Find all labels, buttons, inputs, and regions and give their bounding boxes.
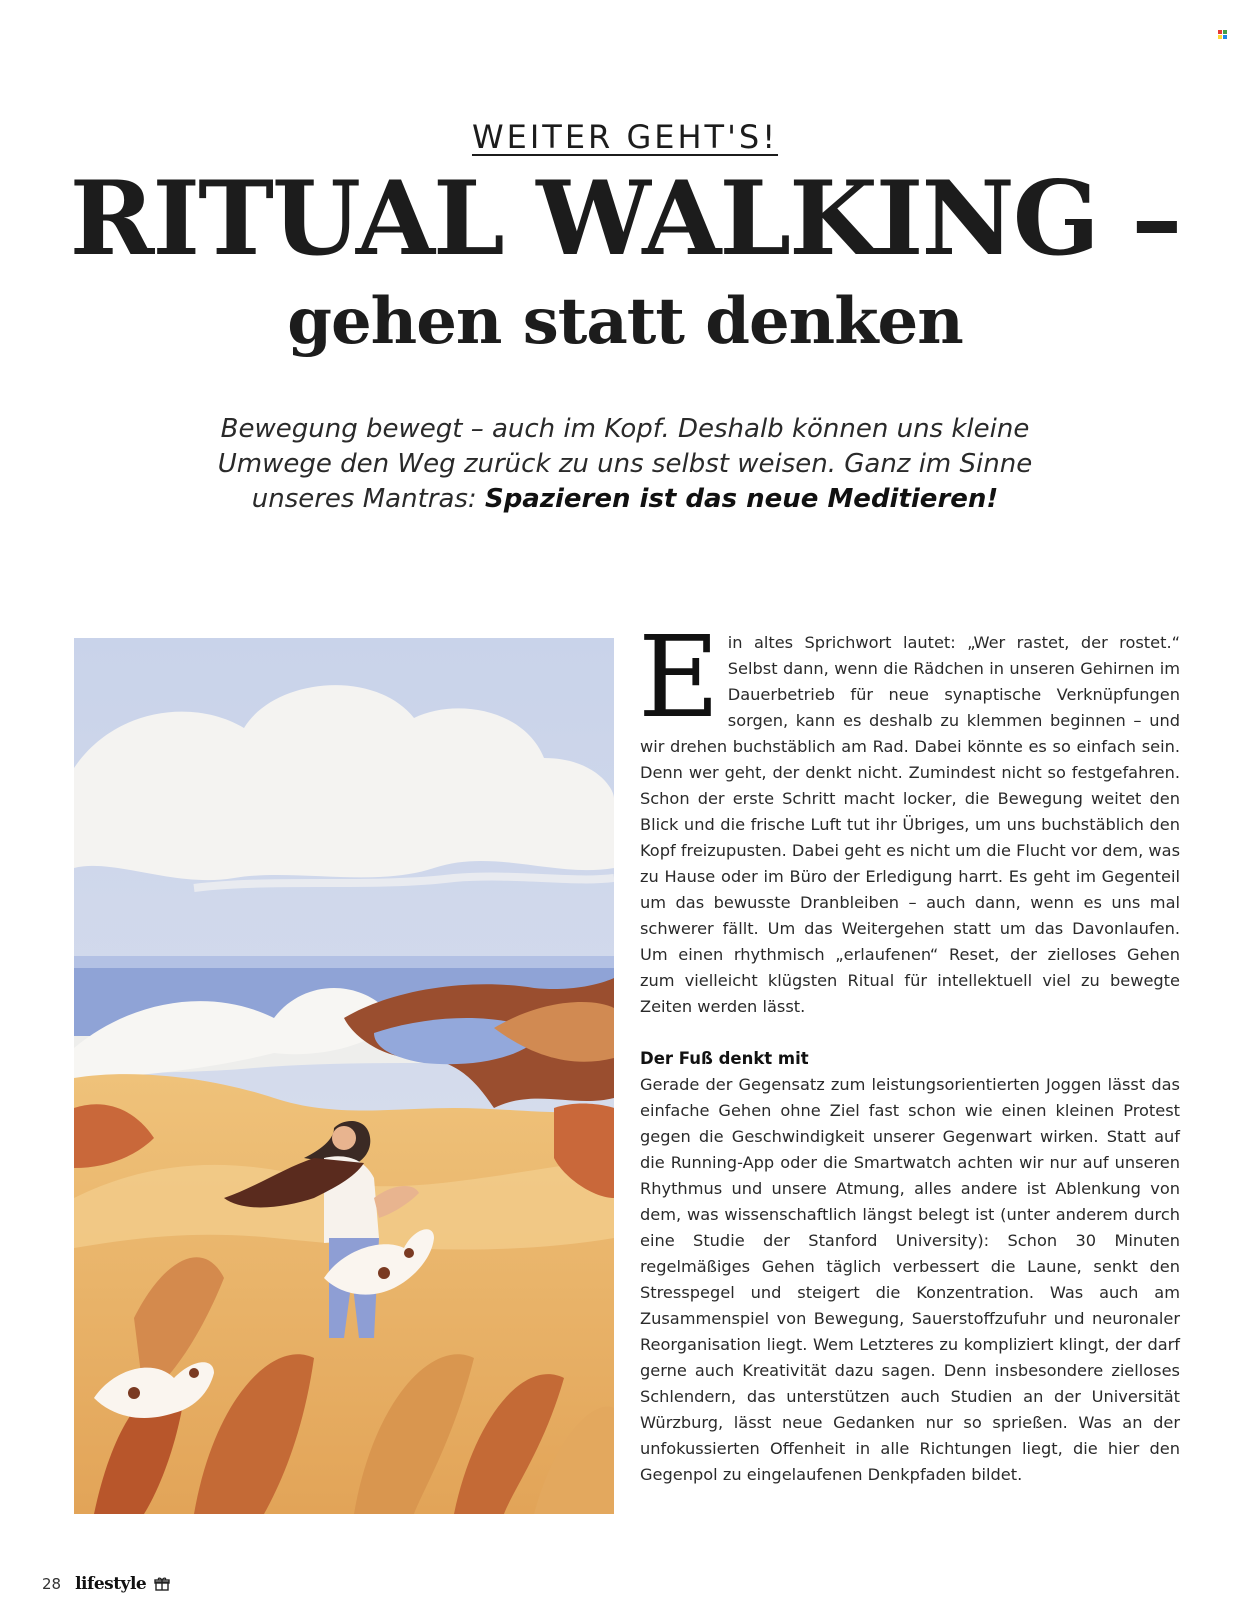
intro-emphasis: Spazieren ist das neue Meditieren!: [484, 484, 999, 514]
article-body: [638, 613, 1181, 1488]
page-number: 28: [42, 1575, 62, 1593]
subheadline: gehen statt denken: [287, 284, 963, 359]
kicker-text: WEITER GEHT'S!: [471, 118, 779, 156]
printer-color-mark: [1218, 30, 1227, 39]
article-paragraph-2: Gerade der Gegensatz zum leistungsorientierten Joggen lässt das einfache Gehen ohne Ziel fast schon wie einen kleinen Protest gegen die Geschwindigkeit unserer Gegenwart wirken. Statt auf die Running-App oder die Smartwatch achten wir nur auf unseren Rhythmus und unsere Atmung, alles andere ist Ablenkung von dem, was wissenschaftlich längst belegt ist (unter anderem durch eine Studie der Stanford University): Schon 30 Minuten regelmäßiges Gehen täglich verbessert die Laune, senkt den Stresspegel und steigert die Konzentration. Was auch am Zusammenspiel von Bewegung, Sauerstoffzufuhr und neuronaler Reorganisation liegt. Wem Letzteres zu kompliziert klingt, der darf gerne auch Kreativität dazu sagen. Denn insbesondere zielloses Schlendern, das unterstützen auch Studien an der Universität Würzburg, lässt neue Gedanken nur so sprießen. Was an der unfokussierten Offenheit in alle Richtungen liegt, die hier den Gegenpol zu eingelaufenen Denkpfaden bildet.: [640, 1075, 1180, 1484]
gift-icon: [154, 1576, 170, 1592]
intro-text: Bewegung bewegt – auch im Kopf. Deshalb können uns kleine Umwege den Weg zurück zu uns selbst weisen. Ganz im Sinne unseres Mantras:: [217, 414, 1033, 514]
dropcap: E: [638, 613, 720, 743]
article-subheading: Der Fuß denkt mit: [640, 1049, 809, 1068]
magazine-name: lifestyle: [75, 1574, 147, 1594]
section-kicker: [0, 118, 1250, 156]
intro-teaser: [170, 412, 1080, 517]
page-footer: [42, 1572, 170, 1596]
headline: RITUAL WALKING –: [69, 159, 1181, 279]
article-paragraph-1: in altes Sprichwort lautet: „Wer rastet, der rostet.“ Selbst dann, wenn die Rädchen in unseren Gehirnen im Dauerbetrieb für neue synaptische Verknüpfungen sorgen, kann es deshalb zu klemmen beginnen – und wir drehen buchstäblich am Rad. Dabei könnte es so einfach sein. Denn wer geht, der denkt nicht. Zumindest nicht so festgefahren. Schon der erste Schritt macht locker, die Bewegung weitet den Blick und die frische Luft tut ihr Übriges, um uns buchstäblich den Kopf freizupusten. Dabei geht es nicht um die Flucht vor dem, was zu Hause oder im Büro der Erledigung harrt. Es geht im Gegenteil um das bewusste Dranbleiben – auch dann, wenn es uns mal schwerer fällt. Um das Weitergehen statt um das Davonlaufen. Um einen rhythmisch „erlaufenen“ Reset, der zielloses Gehen zum vielleicht klügsten Ritual für intellektuell viel zu bewegte Zeiten werden lässt.: [640, 633, 1181, 1016]
walking-illustration: [74, 638, 614, 1514]
